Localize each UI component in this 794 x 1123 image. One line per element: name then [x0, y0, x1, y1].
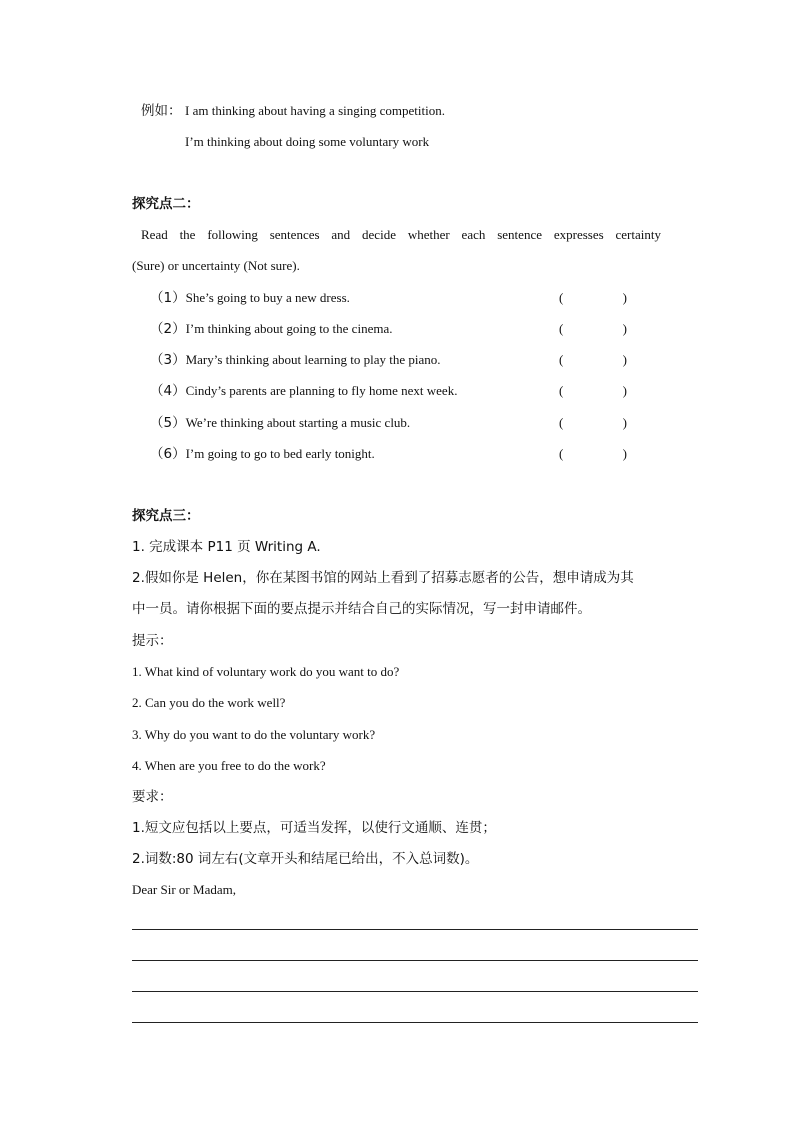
hint-2: 2. Can you do the work well?: [132, 695, 286, 710]
hint-1: 1. What kind of voluntary work do you want to do?: [132, 664, 400, 679]
task-2-line-2: 中一员。请你根据下面的要点提示并结合自己的实际情况，写一封申请邮件。: [132, 601, 591, 617]
writing-line-2[interactable]: [132, 960, 698, 961]
question-number: （6）: [150, 446, 186, 462]
question-item-2: [150, 321, 392, 337]
answer-blank-3[interactable]: [559, 352, 627, 368]
close-bracket: ): [622, 383, 627, 398]
close-bracket: ): [622, 415, 627, 430]
writing-line-4[interactable]: [132, 1022, 698, 1023]
question-text: We’re thinking about starting a music club.: [185, 415, 411, 430]
open-bracket: (: [559, 352, 564, 367]
open-bracket: (: [559, 290, 564, 305]
hints-label: 提示：: [132, 633, 173, 649]
open-bracket: (: [559, 446, 564, 461]
requirement-1: 1.短文应包括以上要点，可适当发挥，以使行文通顺、连贯；: [132, 820, 496, 836]
question-item-5: [150, 415, 410, 431]
question-text: She’s going to buy a new dress.: [185, 290, 350, 305]
hint-3: 3. Why do you want to do the voluntary work?: [132, 727, 376, 742]
open-bracket: (: [559, 415, 564, 430]
writing-line-3[interactable]: [132, 991, 698, 992]
answer-blank-6[interactable]: [559, 446, 627, 462]
answer-blank-4[interactable]: [559, 383, 627, 399]
question-number: （1）: [150, 290, 186, 306]
question-text: I’m thinking about going to the cinema.: [185, 321, 393, 336]
question-number: （4）: [150, 383, 186, 399]
question-item-1: [150, 290, 350, 306]
question-number: （3）: [150, 352, 186, 368]
close-bracket: ): [622, 352, 627, 367]
requirements-label: 要求：: [132, 789, 173, 805]
example-sentence-2: I’m thinking about doing some voluntary work: [185, 134, 430, 149]
example-label: 例如：: [141, 103, 182, 119]
close-bracket: ): [622, 290, 627, 305]
answer-blank-2[interactable]: [559, 321, 627, 337]
open-bracket: (: [559, 383, 564, 398]
answer-blank-5[interactable]: [559, 415, 627, 431]
question-item-6: [150, 446, 375, 462]
answer-blank-1[interactable]: [559, 290, 627, 306]
writing-line-1[interactable]: [132, 929, 698, 930]
question-text: Mary’s thinking about learning to play the piano.: [185, 352, 441, 367]
question-number: （2）: [150, 321, 186, 337]
question-item-3: [150, 352, 441, 368]
section-2-instruction-line-1: Read the following sentences and decide whether each sentence expresses certainty: [141, 227, 661, 242]
requirement-2: 2.词数:80 词左右(文章开头和结尾已给出，不入总词数)。: [132, 851, 479, 867]
open-bracket: (: [559, 321, 564, 336]
section-2-instruction-line-2: (Sure) or uncertainty (Not sure).: [132, 258, 300, 273]
hint-4: 4. When are you free to do the work?: [132, 758, 326, 773]
letter-salutation: Dear Sir or Madam,: [132, 882, 236, 897]
task-1: 1. 完成课本 P11 页 Writing A.: [132, 539, 321, 555]
question-number: （5）: [150, 415, 186, 431]
section-2-heading: 探究点二：: [132, 196, 200, 212]
question-text: Cindy’s parents are planning to fly home next week.: [185, 383, 458, 398]
task-2-line-1: 2.假如你是 Helen，你在某图书馆的网站上看到了招募志愿者的公告，想申请成为其: [132, 570, 634, 586]
close-bracket: ): [622, 446, 627, 461]
section-3-heading: 探究点三：: [132, 508, 200, 524]
question-text: I’m going to go to bed early tonight.: [185, 446, 375, 461]
example-sentence-1: I am thinking about having a singing competition.: [185, 103, 445, 118]
question-item-4: [150, 383, 457, 399]
close-bracket: ): [622, 321, 627, 336]
